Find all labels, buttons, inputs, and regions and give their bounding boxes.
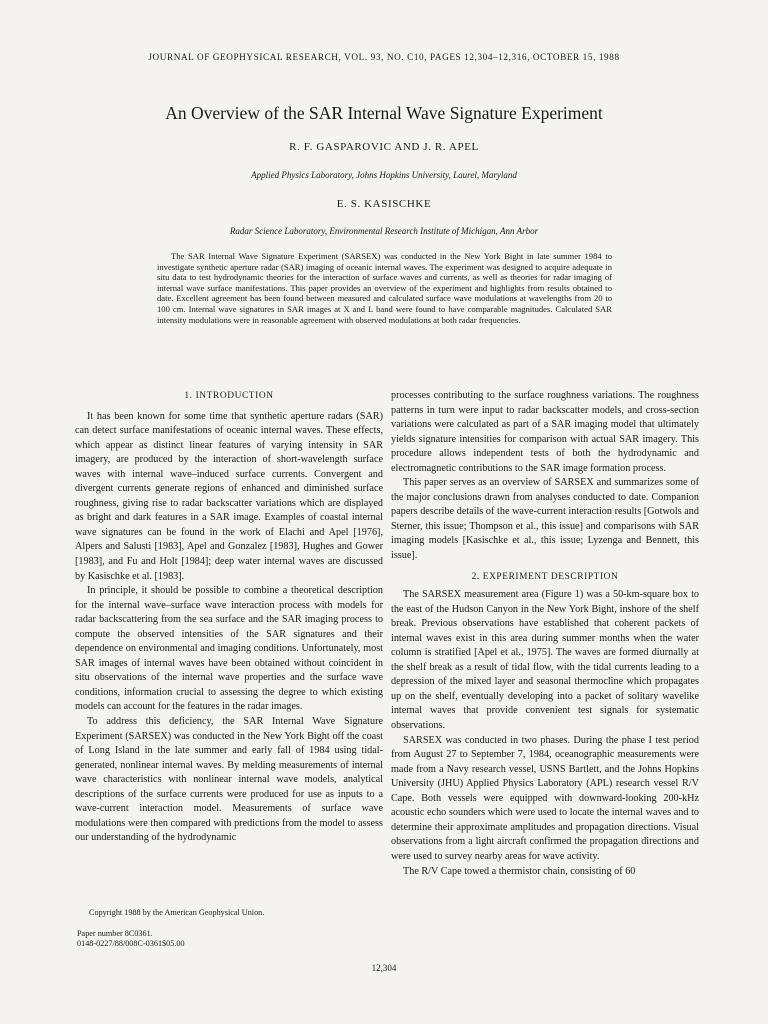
paper-title: An Overview of the SAR Internal Wave Signature Experiment	[165, 103, 603, 123]
affiliation-1: Applied Physics Laboratory, Johns Hopkins University, Laurel, Maryland	[251, 170, 517, 180]
paragraph: SARSEX was conducted in two phases. During the phase I test period from August 27 to September 7, 1984, oceanographic measurements were made from a Navy research vessel, USNS Bartlett, and the Johns Hopkins University (JHU) Applied Physics Laboratory (APL) research vessel R/V Cape. Both vessels were equipped with downward-looking 200-kHz acoustic echo sounders which were used to locate the internal waves and to determine their approximate amplitudes and propagation directions. Visual observations from a light aircraft confirmed the propagation directions and were used to survey nearby areas for wave activity.	[391, 734, 699, 862]
paragraph: It has been known for some time that synthetic aperture radars (SAR) can detect surface manifestations of oceanic internal waves. These effects, which appear as distinct linear features of varying intensity in SAR imagery, are produced by the interaction of short-wavelength surface waves with internal wave–induced surface currents. Convergent and divergent currents generate regions of enhanced and diminished surface roughness, giving rise to radar backscatter variations which are displayed as bright and dark features in a SAR image. Examples of coastal internal wave signatures can be found in the work of Elachi and Apel [1976], Alpers and Salusti [1983], Apel and Gonzalez [1983], Hughes and Gower [1983], and Fu and Holt [1984]; deep water internal waves are discussed by Kasischke et al. [1983].	[75, 410, 383, 582]
paragraph: processes contributing to the surface roughness variations. The roughness patterns in turn were input to radar backscatter models, and cross-section variations were calculated as part of a SAR imaging model that ultimately yields signature intensities for comparison with actual SAR imagery. This procedure allows independent tests of both the hydrodynamic and electromagnetic contributions to the SAR image formation process.	[391, 390, 699, 474]
paragraph: The SARSEX measurement area (Figure 1) was a 50-km-square box to the east of the Hudson Canyon in the New York Bight, inshore of the shelf break. Previous observations have established that coherent packets of internal waves exist in this area during summer months when the water column is stratified [Apel et al., 1975]. The waves are formed diurnally at the shelf break as a result of tidal flow, with the tidal currents leading to a depression of the mixed layer and seasonal thermocline which propagates up on the shelf, eventually developing into a packet of solitary wavelike internal waves that provide convenient test signals for systematic observations.	[391, 589, 699, 732]
journal-header: JOURNAL OF GEOPHYSICAL RESEARCH, VOL. 93, NO. C10, PAGES 12,304–12,316, OCTOBER 15, 1988	[148, 52, 620, 62]
paragraph: The R/V Cape towed a thermistor chain, consisting of 60	[403, 865, 636, 877]
abstract: The SAR Internal Wave Signature Experiment (SARSEX) was conducted in the New York Bight in late summer 1984 to investigate synthetic aperture radar (SAR) imaging of oceanic internal waves. The experiment was designed to acquire adequate in situ data to test hydrodynamic theories for the interaction of surface waves and currents, as well as theories for radar imaging of internal wave surface manifestations. This paper provides an overview of the experiment and highlights from results obtained to date. Excellent agreement has been found between measured and calculated surface wave modulations at wavelengths from 20 to 100 cm. Internal wave signatures in SAR images at X and L band were found to have comparable magnitudes. Calculated SAR intensity modulations were in reasonable agreement with observed modulations at both radar frequencies.	[157, 251, 612, 325]
left-column	[75, 389, 383, 846]
authors-line-2: E. S. KASISCHKE	[336, 198, 432, 210]
paragraph: To address this deficiency, the SAR Internal Wave Signature Experiment (SARSEX) was conducted in the New York Bight off the coast of Long Island in the late summer and early fall of 1984 using tidal-generated, nonlinear internal waves. By melding measurements of internal wave characteristics with nonlinear internal wave models, analytical descriptions of the surface currents were produced for use as inputs to a wave-current interaction model. Measurements of surface wave modulations were then compared with predictions from the model to assess our understanding of the hydrodynamic	[75, 716, 383, 844]
section-heading-experiment: 2. EXPERIMENT DESCRIPTION	[471, 571, 619, 582]
copyright-note: Copyright 1988 by the American Geophysical Union.	[89, 908, 265, 917]
paragraph: In principle, it should be possible to combine a theoretical description for the internal wave–surface wave interaction process with models for radar backscattering from the sea surface and the SAR imaging process to compute the observed intensities of the SAR signatures and their dependence on environmental and imaging conditions. Unfortunately, most SAR images of internal waves have been obtained without coincident in situ observations of the internal wave properties and the surface wave conditions, information crucial to assessing the degree to which existing models can account for the features in the radar images.	[75, 585, 383, 713]
right-column	[391, 389, 699, 879]
paper-number-block	[77, 929, 377, 949]
affiliation-2: Radar Science Laboratory, Environmental Research Institute of Michigan, Ann Arbor	[229, 226, 539, 236]
section-heading-introduction: 1. INTRODUCTION	[184, 391, 274, 401]
paper-number: Paper number 8C0361.	[77, 929, 153, 938]
authors-line-1: R. F. GASPAROVIC AND J. R. APEL	[289, 141, 479, 153]
paper-code: 0148-0227/88/008C-0361$05.00	[77, 939, 185, 948]
paragraph: This paper serves as an overview of SARSEX and summarizes some of the major conclusions drawn from analyses conducted to date. Companion papers describe details of the wave-current interaction results [Gotwols and Sterner, this issue; Thompson et al., this issue] and comparisons with SAR imaging models [Kasischke et al., this issue; Lyzenga and Bennett, this issue].	[391, 477, 699, 562]
page-number: 12,304	[371, 963, 397, 973]
